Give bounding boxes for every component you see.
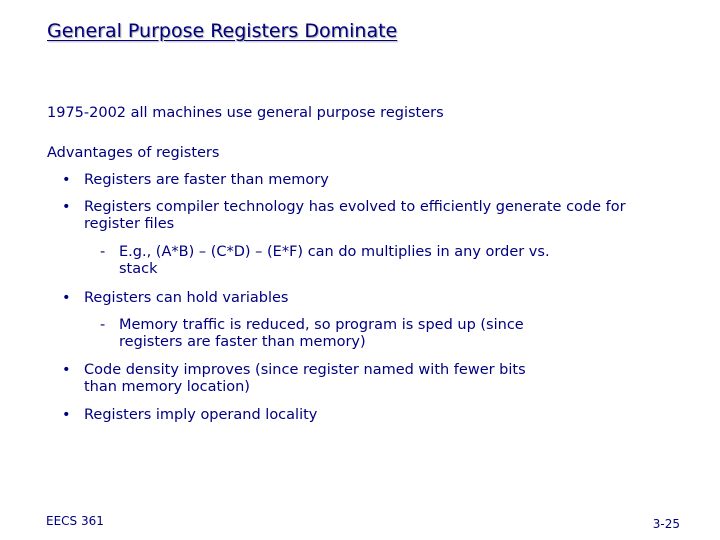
section-heading: Advantages of registers (47, 145, 220, 161)
bullet-text: Registers can hold variables (84, 290, 289, 306)
sub-item-1 (100, 244, 570, 278)
bullet-item-4 (62, 362, 547, 396)
bullet-marker: • (62, 172, 71, 188)
dash-marker: - (100, 317, 106, 333)
bullet-item-1 (62, 172, 687, 189)
bullet-text: Code density improves (since register named with fewer bits than memory location) (84, 362, 526, 395)
bullet-item-5 (62, 407, 687, 424)
sub-text: E.g., (A*B) – (C*D) – (E*F) can do multiplies in any order vs. stack (119, 244, 550, 277)
intro-line: 1975-2002 all machines use general purpose registers (47, 105, 444, 121)
slide-title: General Purpose Registers Dominate (47, 20, 398, 42)
sub-item-2 (100, 317, 530, 351)
bullet-text: Registers compiler technology has evolved to efficiently generate code for register files (84, 199, 626, 232)
footer-course: EECS 361 (46, 514, 104, 528)
bullet-text: Registers are faster than memory (84, 172, 329, 188)
bullet-marker: • (62, 290, 71, 306)
bullet-item-2 (62, 199, 667, 233)
footer-page-number: 3-25 (652, 517, 680, 531)
dash-marker: - (100, 244, 106, 260)
bullet-marker: • (62, 199, 71, 215)
bullet-marker: • (62, 407, 71, 423)
bullet-item-3 (62, 290, 687, 307)
sub-text: Memory traffic is reduced, so program is sped up (since registers are faster than memory) (119, 317, 524, 350)
bullet-text: Registers imply operand locality (84, 407, 318, 423)
bullet-marker: • (62, 362, 71, 378)
